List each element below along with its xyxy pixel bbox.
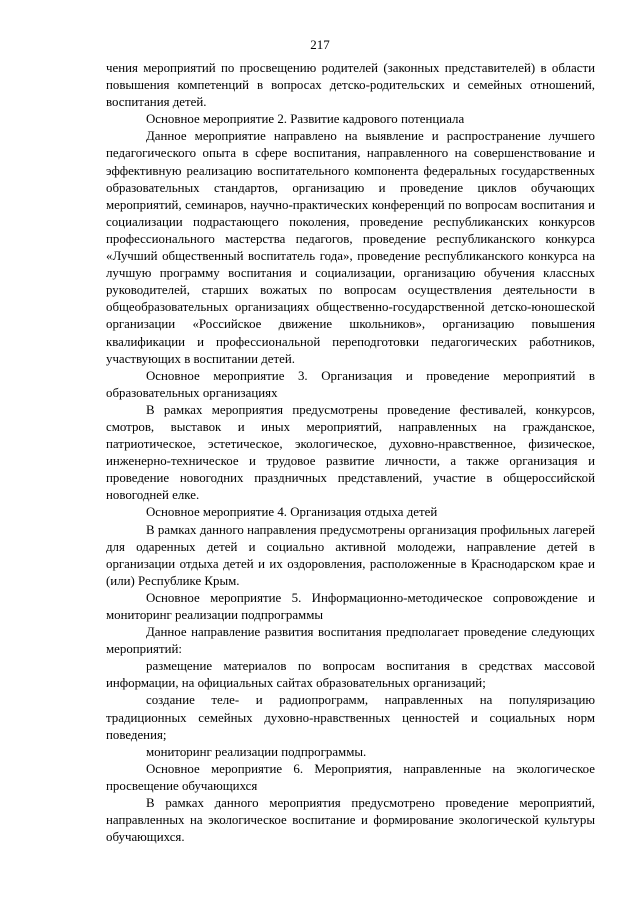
paragraph-activity-6: В рамках данного мероприятия предусмотрено проведение мероприятий, направленных на экологическое воспитание и формирование экологической культуры обучающихся. [106,796,595,845]
paragraph-activity-4: В рамках данного направления предусмотрены организация профильных лагерей для одаренных детей и социально активной молодежи, направление детей в организации отдыха детей и их оздоровления, расположенные в Краснодарском крае и (или) Республике Крым. [106,522,595,588]
list-item-tv-radio-programs: создание теле- и радиопрограмм, направленных на популяризацию традиционных семейных духовно-нравственных ценностей и социальных норм поведения; [106,693,595,742]
section-heading-activity-6: Основное мероприятие 6. Мероприятия, направленные на экологическое просвещение обучающихся [106,761,595,793]
section-heading-activity-2: Основное мероприятие 2. Развитие кадрового потенциала [146,112,465,127]
page-body [106,60,595,846]
paragraph-continuation: чения мероприятий по просвещению родителей (законных представителей) в области повышения компетенций в вопросах детско-родительских и семейных отношений, воспитания детей. [106,61,595,110]
section-heading-activity-4: Основное мероприятие 4. Организация отдыха детей [146,505,438,520]
list-item-monitoring: мониторинг реализации подпрограммы. [146,744,367,759]
list-item-media-materials: размещение материалов по вопросам воспитания в средствах массовой информации, на официальных сайтах образовательных организаций; [106,659,595,691]
page-number: 217 [310,37,330,52]
section-heading-activity-5: Основное мероприятие 5. Информационно-методическое сопровождение и мониторинг реализации подпрограммы [106,590,595,622]
paragraph-activity-2: Данное мероприятие направлено на выявление и распространение лучшего педагогического опыта в сфере воспитания, направленного на совершенствование и эффективную реализацию воспитательного компонента федеральных государственных образовательных стандартов, организацию и проведение циклов обучающих мероприятий, семинаров, научно-практических конференций по вопросам воспитания и социализации подрастающего поколения, проведение республиканских конкурсов профессионального мастерства педагогов, проведение республиканского конкурса «Лучший общественный воспитатель года», проведение республиканского конкурса на лучшую программу воспитания и социализации, организацию обучения классных руководителей, старших вожатых по вопросам осуществления деятельности в общеобразовательных организациях общественно-государственной детско-юношеской организации «Российское движение школьников», организацию повышения квалификации и профессиональной переподготовки педагогических работников, участвующих в воспитании детей. [106,129,595,366]
section-heading-activity-3: Основное мероприятие 3. Организация и проведение мероприятий в образовательных организациях [106,368,595,400]
paragraph-activity-5-intro: Данное направление развития воспитания предполагает проведение следующих мероприятий: [106,625,595,657]
paragraph-activity-3: В рамках мероприятия предусмотрены проведение фестивалей, конкурсов, смотров, выставок и иных мероприятий, направленных на гражданское, патриотическое, эстетическое, экологическое, духовно-нравственное, физическое, инженерно-техническое и трудовое развитие личности, а также организация и проведение новогодних праздничных представлений, участие в общероссийской новогодней елке. [106,402,595,503]
